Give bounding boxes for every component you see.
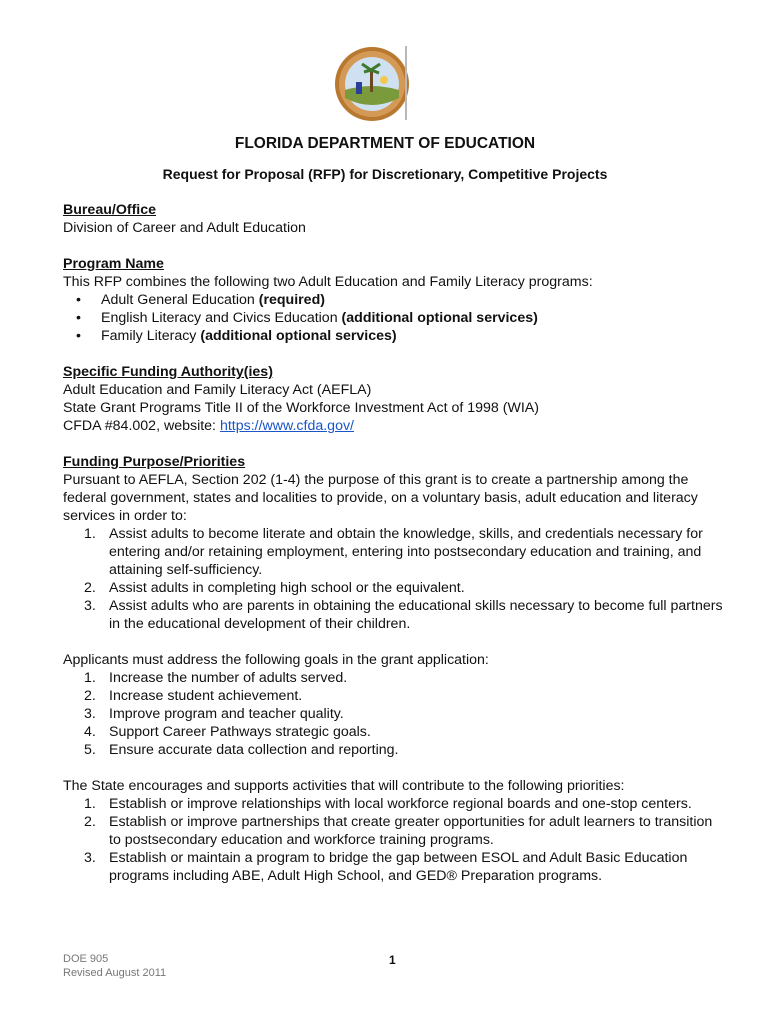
bureau-text: Division of Career and Adult Education	[63, 220, 306, 236]
authority-line-3: CFDA #84.002, website: https://www.cfda.gov/	[63, 418, 354, 434]
footer-form-info	[63, 952, 166, 980]
list-item: 2. Assist adults in completing high school or the equivalent.	[84, 580, 465, 596]
florida-state-seal	[334, 46, 410, 122]
list-item: 3. Assist adults who are parents in obtaining the educational skills necessary to become full partners in the educational development of their children.	[84, 598, 723, 632]
purpose-intro: Pursuant to AEFLA, Section 202 (1-4) the purpose of this grant is to create a partnership among the federal government, states and localities to provide, on a voluntary basis, adult education and literacy services in order to:	[63, 472, 698, 524]
purpose-list	[63, 525, 728, 633]
list-item: 3. Establish or maintain a program to bridge the gap between ESOL and Adult Basic Education programs including ABE, Adult High School, and GED® Preparation programs.	[84, 850, 688, 884]
program-heading: Program Name	[63, 256, 164, 272]
list-item: 1. Increase the number of adults served.	[84, 670, 348, 686]
list-item: 5. Ensure accurate data collection and reporting.	[84, 742, 399, 758]
goals-list	[63, 669, 728, 759]
authority-line-1: Adult Education and Family Literacy Act (AEFLA)	[63, 382, 372, 398]
page-subtitle: Request for Proposal (RFP) for Discretionary, Competitive Projects	[162, 166, 608, 182]
authority-heading: Specific Funding Authority(ies)	[63, 364, 273, 380]
seal-divider	[405, 46, 407, 120]
authority-line-2: State Grant Programs Title II of the Workforce Investment Act of 1998 (WIA)	[63, 400, 539, 416]
priorities-intro: The State encourages and supports activities that will contribute to the following priorities:	[63, 778, 625, 794]
list-item: 1. Assist adults to become literate and obtain the knowledge, skills, and credentials necessary for entering and/or retaining employment, entering into postsecondary education and training, and attaining self-sufficiency.	[84, 526, 703, 578]
list-item: • English Literacy and Civics Education (additional optional services)	[63, 309, 728, 327]
list-item: • Adult General Education (required)	[63, 291, 728, 309]
page-title: FLORIDA DEPARTMENT OF EDUCATION	[234, 135, 536, 152]
program-intro: This RFP combines the following two Adult Education and Family Literacy programs:	[63, 274, 593, 290]
list-item: 2. Establish or improve partnerships that create greater opportunities for adult learners to transition to postsecondary education and workforce training programs.	[84, 814, 713, 848]
page-number: 1	[389, 953, 396, 967]
purpose-heading: Funding Purpose/Priorities	[63, 454, 246, 470]
cfda-link[interactable]: https://www.cfda.gov/	[219, 418, 354, 434]
list-item: 2. Increase student achievement.	[84, 688, 303, 704]
document-body	[63, 201, 728, 885]
revision-date: Revised August 2011	[63, 967, 167, 979]
list-item: • Family Literacy (additional optional services)	[63, 327, 728, 345]
goals-intro: Applicants must address the following goals in the grant application:	[63, 652, 489, 668]
list-item: 4. Support Career Pathways strategic goals.	[84, 724, 371, 740]
list-item: 1. Establish or improve relationships with local workforce regional boards and one-stop centers.	[84, 796, 692, 812]
program-list	[63, 291, 728, 345]
form-id: DOE 905	[63, 953, 109, 965]
priorities-list	[63, 795, 728, 885]
list-item: 3. Improve program and teacher quality.	[84, 706, 344, 722]
bureau-heading: Bureau/Office	[63, 202, 157, 218]
